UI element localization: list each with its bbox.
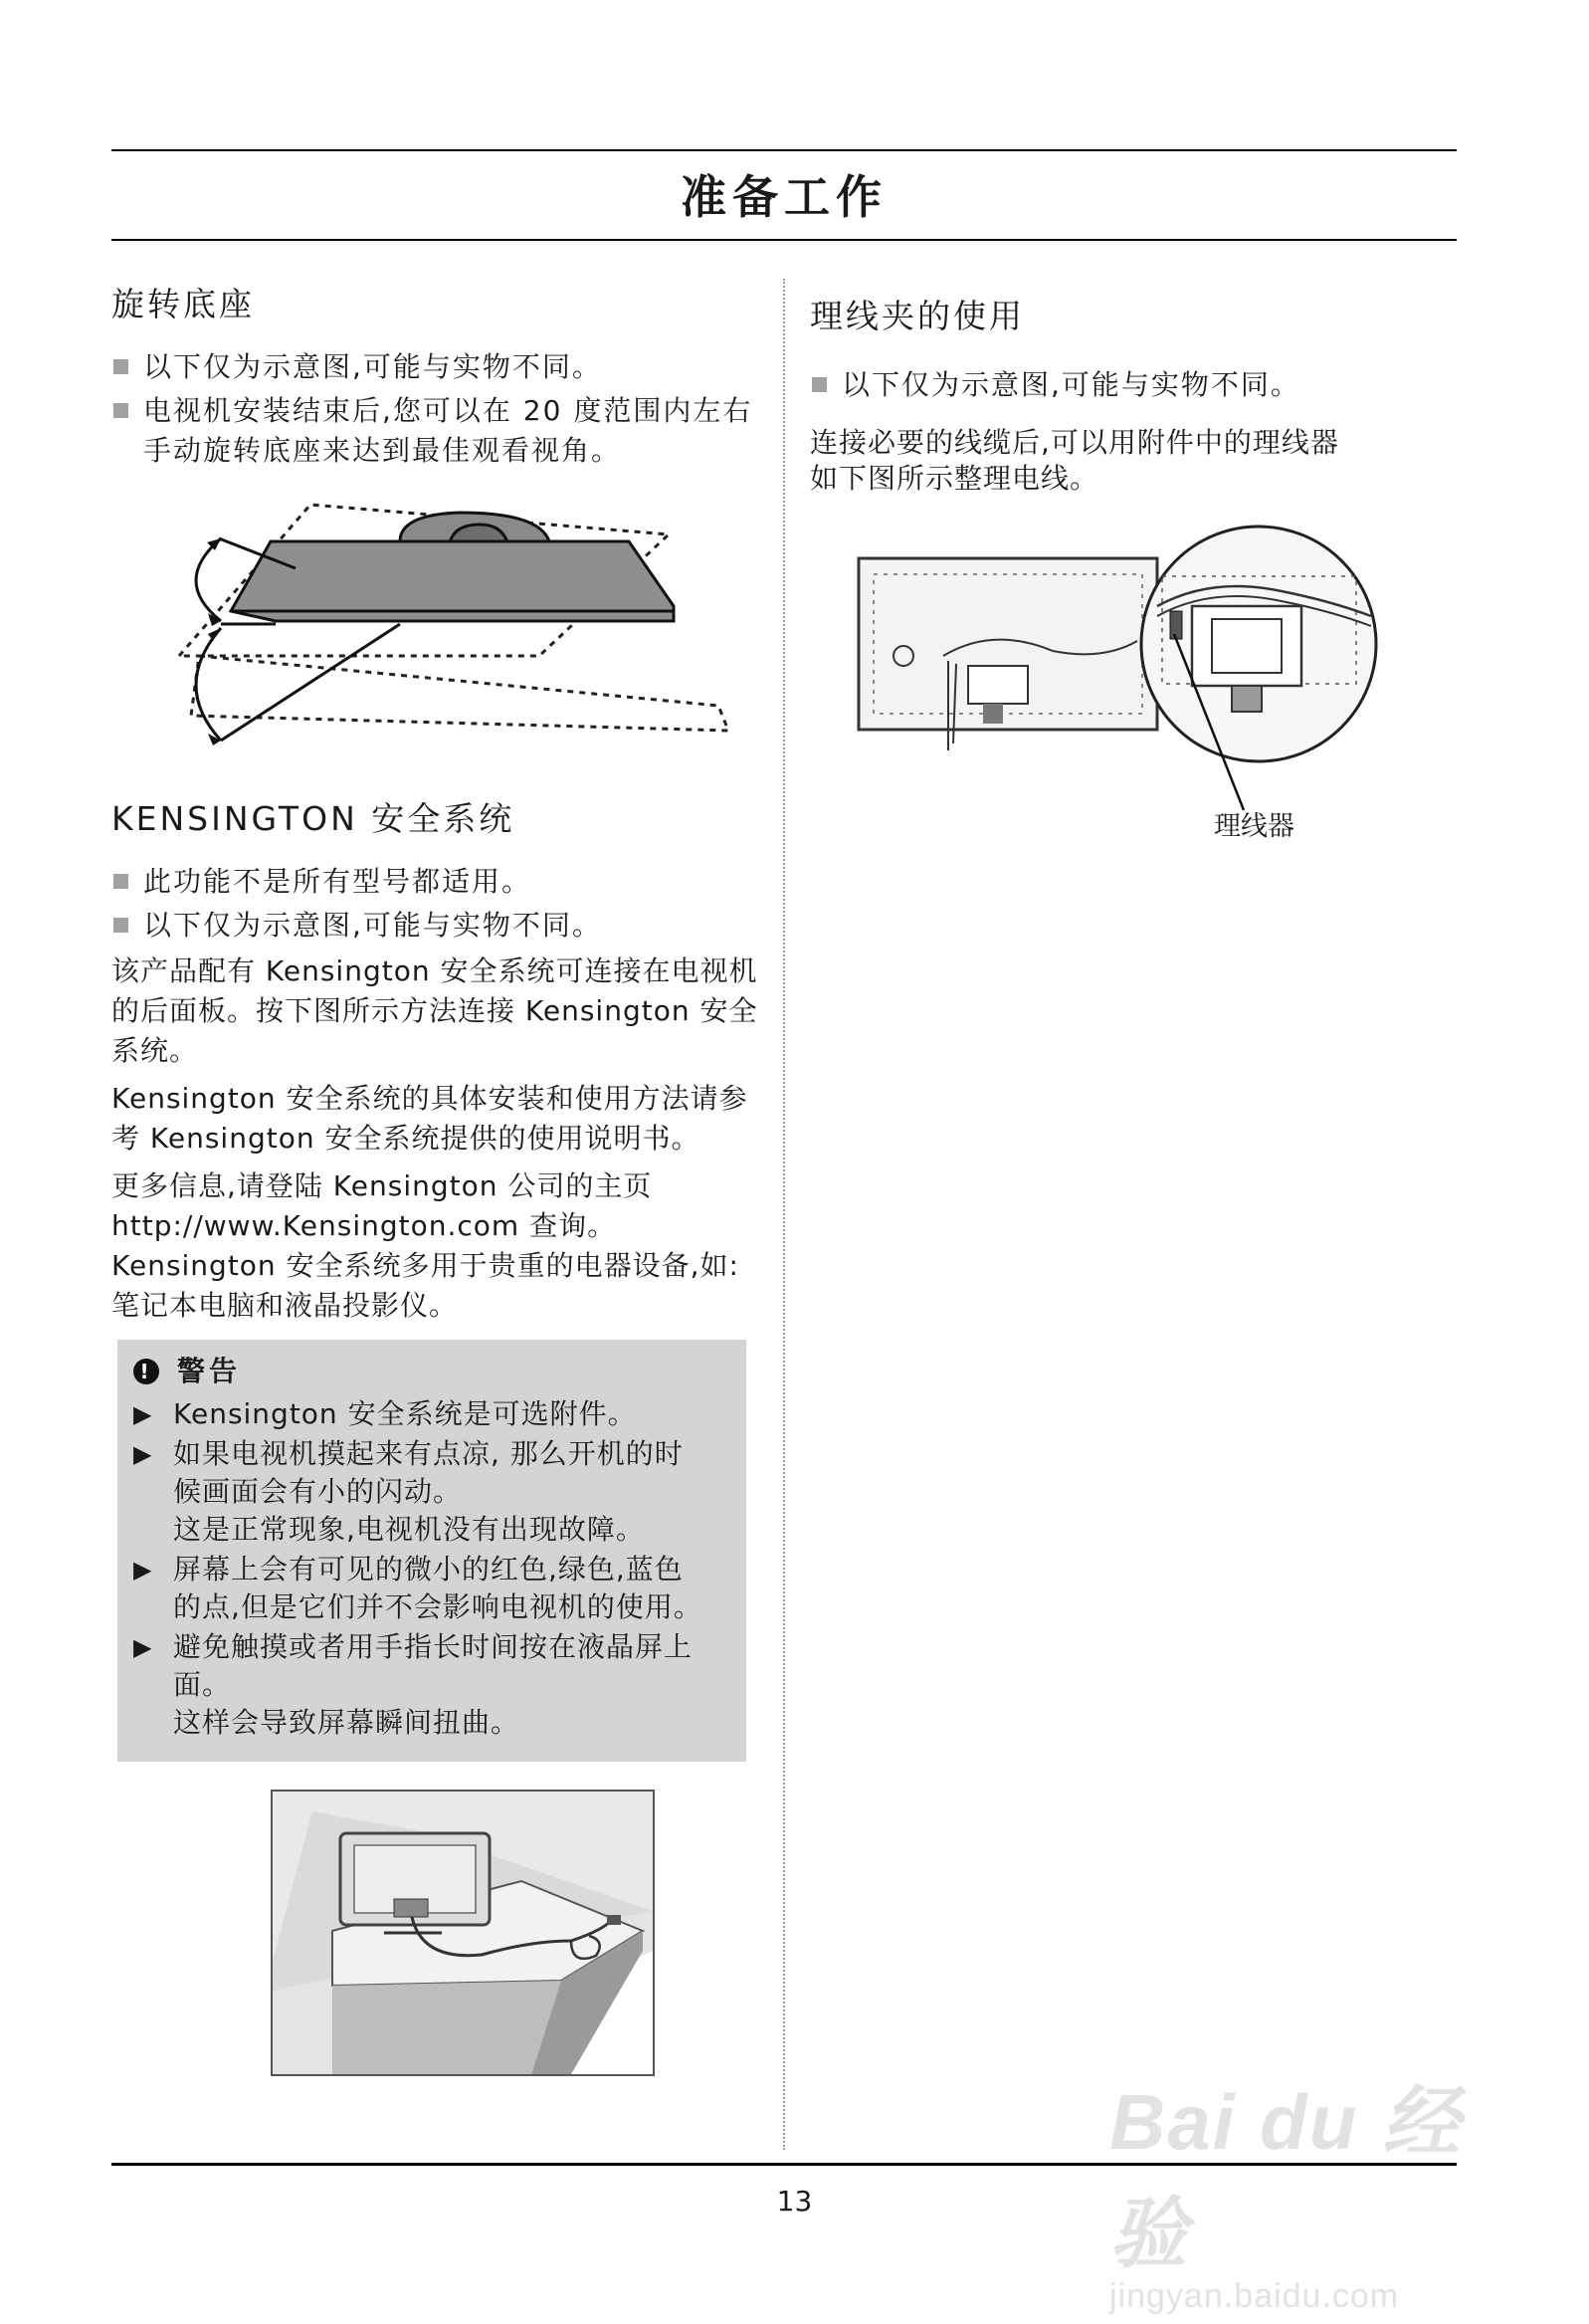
warning-header bbox=[127, 1352, 732, 1391]
title-underline bbox=[111, 239, 1457, 241]
zoomed-stand-neck bbox=[1232, 686, 1262, 712]
cable-holder-diagram bbox=[854, 517, 1451, 845]
cable-holder-bullets bbox=[810, 365, 1457, 405]
warning-line: 这样会导致屏幕瞬间扭曲。 bbox=[173, 1706, 520, 1739]
bullet-item: 此功能不是所有型号都适用。 bbox=[111, 862, 763, 902]
paragraph-line: 如下图所示整理电线。 bbox=[810, 462, 1099, 495]
cable-holder-section bbox=[810, 291, 1457, 845]
watermark bbox=[1109, 2060, 1488, 2315]
triangle-right-icon: ▶ bbox=[133, 1400, 153, 1428]
swivel-stand-diagram bbox=[111, 487, 763, 755]
warning-item bbox=[127, 1551, 732, 1626]
arrowhead bbox=[208, 628, 221, 641]
warning-line: 候画面会有小的闪动。 bbox=[173, 1475, 463, 1508]
upper-rotation-arc bbox=[196, 538, 221, 621]
bullet-item: 以下仅为示意图,可能与实物不同。 bbox=[810, 365, 1457, 405]
lower-rotation-arc bbox=[196, 628, 221, 740]
cable-holder-caption: 理线器 bbox=[1214, 811, 1294, 842]
paragraph-line: 连接必要的线缆后,可以用附件中的理线器 bbox=[810, 426, 1339, 459]
bullet-item: 以下仅为示意图,可能与实物不同。 bbox=[111, 906, 763, 946]
warning-line: 屏幕上会有可见的微小的红色,绿色,蓝色 bbox=[173, 1553, 684, 1585]
rotate-stand-heading: 旋转底座 bbox=[111, 285, 255, 323]
page-number: 13 bbox=[776, 2185, 813, 2218]
bullet-item: 电视机安装结束后,您可以在 20 度范围内左右手动旋转底座来达到最佳观看视角。 bbox=[111, 391, 763, 471]
cable-clip bbox=[1170, 611, 1182, 639]
cable-holder-paragraph bbox=[810, 425, 1457, 497]
warning-item bbox=[127, 1628, 732, 1742]
watermark-logo: Bai du 经验 bbox=[1109, 2078, 1463, 2277]
warning-line: 的点,但是它们并不会影响电视机的使用。 bbox=[173, 1590, 702, 1623]
kensington-paragraph: 更多信息,请登陆 Kensington 公司的主页 http://www.Kensington.com 查询。Kensington 安全系统多用于贵重的电器设备,如:笔记本电脑和液晶投影仪。 bbox=[111, 1169, 739, 1322]
bullet-item: 以下仅为示意图,可能与实物不同。 bbox=[111, 347, 763, 387]
stand-base bbox=[231, 541, 674, 621]
warning-item bbox=[127, 1395, 732, 1433]
warning-list bbox=[127, 1395, 732, 1742]
arrowhead bbox=[208, 734, 221, 745]
top-rule bbox=[111, 149, 1457, 151]
table-front bbox=[332, 1981, 561, 2074]
warning-line: 避免触摸或者用手指长时间按在液晶屏上面。 bbox=[173, 1630, 694, 1701]
kensington-heading: KENSINGTON 安全系统 bbox=[111, 799, 515, 838]
warning-heading: 警告 bbox=[177, 1355, 242, 1387]
tv-stand bbox=[394, 1899, 428, 1917]
right-column bbox=[810, 279, 1457, 845]
triangle-right-icon: ▶ bbox=[133, 1556, 153, 1584]
triangle-right-icon: ▶ bbox=[133, 1633, 153, 1661]
kensington-bullets bbox=[111, 862, 763, 946]
warning-box bbox=[117, 1340, 746, 1762]
angle-line-lower bbox=[221, 624, 400, 740]
stand-mount bbox=[968, 666, 1028, 704]
column-divider bbox=[783, 279, 785, 2150]
rotate-stand-section bbox=[111, 279, 763, 755]
lock-anchor bbox=[607, 1915, 621, 1925]
triangle-right-icon: ▶ bbox=[133, 1440, 153, 1468]
warning-line: 这是正常现象,电视机没有出现故障。 bbox=[173, 1513, 645, 1546]
cable-holder-heading: 理线夹的使用 bbox=[810, 297, 1025, 335]
watermark-url: jingyan.baidu.com bbox=[1109, 2277, 1400, 2315]
page-title: 准备工作 bbox=[681, 170, 888, 224]
warning-item bbox=[127, 1435, 732, 1549]
kensington-section bbox=[111, 793, 763, 2076]
left-column bbox=[111, 279, 763, 2076]
stand-neck bbox=[983, 704, 1003, 724]
rotate-stand-bullets bbox=[111, 347, 763, 471]
exclamation-icon: ! bbox=[133, 1359, 159, 1384]
kensington-paragraph: Kensington 安全系统的具体安装和使用方法请参考 Kensington 安全系统提供的使用说明书。 bbox=[111, 1082, 748, 1155]
kensington-lock-illustration bbox=[271, 1790, 655, 2076]
warning-line: Kensington 安全系统是可选附件。 bbox=[173, 1397, 637, 1430]
kensington-paragraph: 该产品配有 Kensington 安全系统可连接在电视机的后面板。按下图所示方法连接 Kensington 安全系统。 bbox=[111, 954, 758, 1067]
warning-line: 如果电视机摸起来有点凉, 那么开机的时 bbox=[173, 1437, 684, 1470]
rotated-position-outline-lower bbox=[191, 656, 728, 731]
